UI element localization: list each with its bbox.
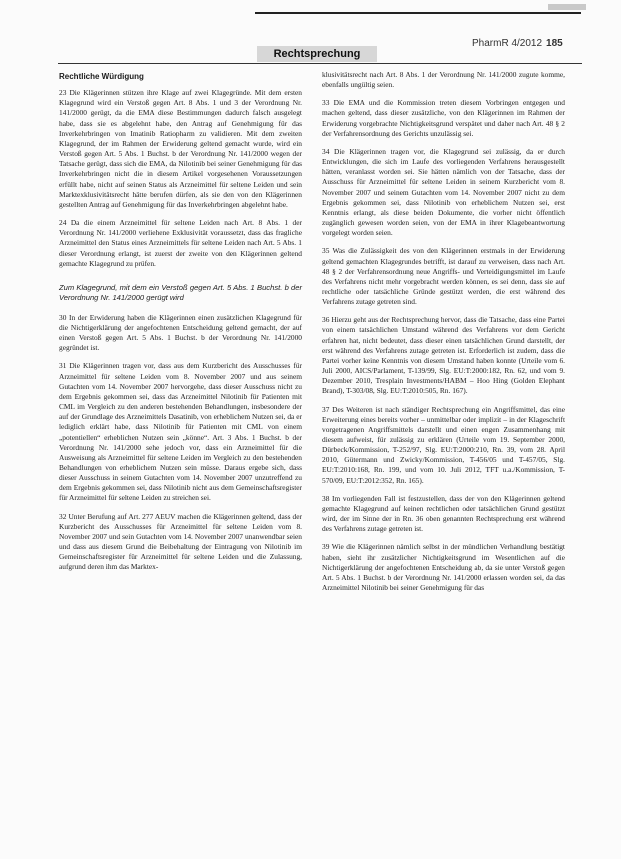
- legal-assessment-heading: Rechtliche Würdigung: [59, 72, 144, 81]
- paragraph-34: 34 Die Klägerinnen tragen vor, die Klagegrund sei zulässig, da er durch Entwicklungen, die sich im Laufe des vorliegenden Verfahrens herausgestellt hätten, veranlasst worden sei. Sie hätten nämlich von der Tatsache, dass der Ausschuss für Arzneimittel für seltene Leiden in seinem Kurzbericht vom 8. November 2007 und seinem Gutachten vom 14. November 2007 nicht zu dem Ergebnis gekommen sei, dass Nilotinib von erheblichem Nutzen sei, erst Kenntnis erlangt, als diese beiden Dokumente, die vorher nicht öffentlich zugänglich gewesen worden seien, von der EMA in ihrer Klagebeantwortung vorgelegt worden seien.: [322, 146, 565, 238]
- plea-subheading: Zum Klagegrund, mit dem ein Verstoß gegen Art. 5 Abs. 1 Buchst. b der Verordnung Nr. 141/2000 gerügt wird: [59, 282, 302, 302]
- paragraph-32-continued: klusivitätsrecht nach Art. 8 Abs. 1 der Verordnung Nr. 141/2000 zugute komme, ebenfalls ungültig seien.: [322, 70, 565, 90]
- paragraph-32: 32 Unter Berufung auf Art. 277 AEUV machen die Klägerinnen geltend, dass der Kurzbericht des Ausschusses für Arzneimittel für seltene Leiden vom 8. November 2007 und sein Gutachten vom 14. November 2007 unanwendbar seien und dass aus diesem Grund die Beibehaltung der Eintragung von Nilotinib im Gemeinschaftsregister für Arzneimittel für seltene Leiden und die Zulassung, aufgrund deren ihm das Marktex-: [59, 511, 302, 572]
- paragraph-38: 38 Im vorliegenden Fall ist festzustellen, dass der von den Klägerinnen geltend gemachte Klagegrund auf keinen rechtlichen oder tatsächlichen Grund gestützt wird, der im Sinne der in Rn. 36 oben genannten Rechtsprechung erst während des Verfahrens zutage getreten ist.: [322, 493, 565, 534]
- header-bar: [255, 12, 581, 14]
- paragraph-33: 33 Die EMA und die Kommission treten diesem Vorbringen entgegen und machen geltend, dass dieser zusätzliche, von den Klägerinnen im Rahmen der Erwiderung vorgebrachte Nichtigkeitsgrund verspätet und daher nach Art. 48 § 2 der Verfahrensordnung des Gerichts unzulässig sei.: [322, 98, 565, 138]
- paragraph-35: 35 Was die Zulässigkeit des von den Klägerinnen erstmals in der Erwiderung geltend gemachten Klagegrundes betrifft, ist darauf zu verweisen, dass nach Art. 48 § 2 der Verfahrensordnung neue Angriffs- und Verteidigungsmittel im Laufe des Verfahrens nicht mehr vorgebracht werden können, es sei denn, dass sie auf rechtliche oder tatsächliche Gründe gestützt werden, die erst während des Verfahrens zutage getreten sind.: [322, 246, 565, 307]
- section-title: Rechtsprechung: [257, 46, 377, 62]
- left-column: [59, 68, 302, 581]
- paragraph-36: 36 Hierzu geht aus der Rechtsprechung hervor, dass die Tatsache, dass eine Partei von einem tatsächlichen Umstand während des Verfahrens vor dem Gericht erfahren hat, nicht bedeutet, dass dieser einen tatsächlichen Grund darstellt, der erst während des Verfahrens zutage getreten ist. Erforderlich ist zudem, dass die Partei vorher keine Kenntnis von diesem Umstand haben konnte (Urteile vom 6. Juli 2000, AICS/Parlament, T-139/99, Slg. EU:T:2000:182, Rn. 62, und vom 9. Dezember 2010, Tresplain Investments/HABM – Hoo Hing (Golden Elephant Brand), T-303/08, Slg. EU:T:2010:505, Rn. 167).: [322, 315, 565, 396]
- paragraph-23: 23 Die Klägerinnen stützen ihre Klage auf zwei Klagegründe. Mit dem ersten Klagegrund wird ein Verstoß gegen Art. 8 Abs. 1 und 3 der Verordnung Nr. 141/2000 gerügt, da die EMA diese Bestimmungen dadurch falsch ausgelegt habe, dass sie es abgelehnt habe, den Antrag auf Genehmigung für das Inverkehrbringen von Imatinib Ratiopharm zu validieren. Mit dem zweiten Klagegrund, der im Rahmen der Erwiderung geltend gemacht wurde, wird ein Verstoß gegen Art. 5 Abs. 1 Buchst. b der Verordnung Nr. 141/2000 wegen der Tatsache gerügt, dass sich die EMA, da Nilotinib bei seiner Genehmigung für das Inverkehrbringen nicht die in diesem Artikel vorgesehenen Voraussetzungen erfüllt habe, nicht auf seinen Status als Arzneimittel für seltene Leiden und sein Marktexklusivitätsrecht hätte berufen dürfen, als sie den von den Klägerinnen gestellten Antrag auf Genehmigung für das Inverkehrbringen abgelehnt habe.: [59, 88, 302, 209]
- paragraph-31: 31 Die Klägerinnen tragen vor, dass aus dem Kurzbericht des Ausschusses für Arzneimittel für seltene Leiden vom 8. November 2007 und aus seinem Gutachten vom 14. November 2007 hervorgehe, dass dieser Ausschuss nicht zu dem Ergebnis gekommen sei, dass das Arzneimittel Nilotinib für Patienten mit CML im Vergleich zu den anderen bestehenden Behandlungen, insbesondere der auf der Grundlage des Arzneimittels Dasatinib, von erheblichem Nutzen sei, da er lediglich erklärt habe, dass Nilotinib für Patienten mit CML von einem „potentiellen“ erheblichen Nutzen sein „könne“. Art. 3 Abs. 1 Buchst. b der Verordnung Nr. 141/2000 sehe jedoch vor, dass ein Arzneimittel für die Ausweisung als Arzneimittel für seltene Leiden im Vergleich zu den bestehenden Behandlungen von erheblichem Nutzen sein müsse. Daraus ergebe sich, dass dieser Ausschuss in seinem Gutachten vom 14. November 2007 unzutreffend zu dem Ergebnis gekommen sei, dass Nilotinib nicht aus dem Gemeinschaftsregister für Arzneimittel für seltene Leiden zu streichen sei.: [59, 361, 302, 503]
- paragraph-24: 24 Da die einem Arzneimittel für seltene Leiden nach Art. 8 Abs. 1 der Verordnung Nr. 141/2000 verliehene Exklusivität voraussetzt, dass das fragliche Arzneimittel den Status eines Arzneimittels für seltene Leiden nach Art. 5 Abs. 1 dieser Verordnung erlangt, ist zuerst der zweite von den Klägerinnen geltend gemachte Klagegrund zu prüfen.: [59, 218, 302, 268]
- paragraph-30: 30 In der Erwiderung haben die Klägerinnen einen zusätzlichen Klagegrund für die Nichtigerklärung der angefochtenen Entscheidung geltend gemacht, der auf einen Verstoß gegen Art. 5 Abs. 1 Buchst. b der Verordnung Nr. 141/2000 gegründet ist.: [59, 312, 302, 353]
- page-number: 185: [546, 38, 563, 49]
- top-edge-mark: [548, 4, 586, 10]
- right-column: [322, 70, 565, 601]
- paragraph-39: 39 Wie die Klägerinnen nämlich selbst in der mündlichen Verhandlung bestätigt haben, sieht ihr zusätzlicher Nichtigkeitsgrund im Wesentlichen auf die Nichtigerklärung der angefochtenen Entscheidung ab, da sie unter Verstoß gegen Art. 5 Abs. 1 Buchst. b der Verordnung Nr. 141/2000 erlassen worden sei, da das Arzneimittel Nilotinib bei seiner Genehmigung für das: [322, 542, 565, 593]
- paragraph-37: 37 Des Weiteren ist nach ständiger Rechtsprechung ein Angriffsmittel, das eine Erweiterung eines bereits vorher – unmittelbar oder implizit – in der Klageschrift vorgetragenen Angriffsmittels darstellt und einen engen Zusammenhang mit diesem aufweist, für zulässig zu erklären (Urteile vom 19. September 2000, Dürbeck/Kommission, T-252/97, Slg. EU:T:2000:210, Rn. 39, vom 28. April 2010, Gütermann und Zwicky/Kommission, T-456/05 und T-457/05, Slg. EU:T:2010:168, Rn. 199, und vom 10. Juli 2012, TFT u.a./Kommission, T-570/09, EU:T:2012:352, Rn. 165).: [322, 404, 565, 485]
- journal-name: PharmR 4/2012: [472, 38, 543, 49]
- header-rule: [58, 63, 582, 64]
- journal-reference: [472, 38, 563, 49]
